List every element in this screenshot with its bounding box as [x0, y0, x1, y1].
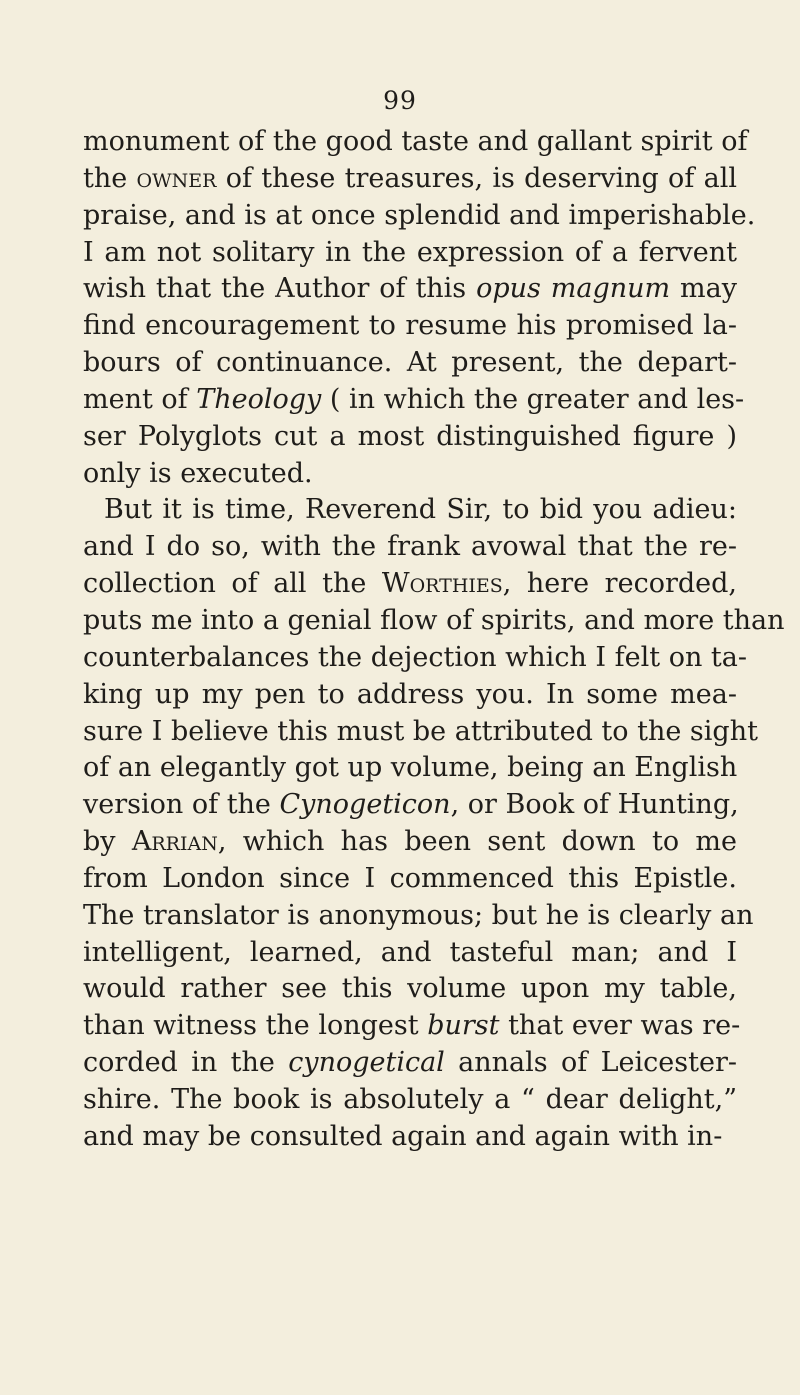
text-run: , or Book of Hunting,: [450, 789, 739, 821]
text-line: [83, 1008, 741, 1045]
text-line: [83, 271, 737, 308]
text-run: The translator is anonymous; but he is clearly an: [83, 899, 754, 931]
text-run: wish that the Author of this: [83, 273, 477, 305]
text-line: [83, 529, 737, 566]
text-run: would rather see this volume upon my table,: [83, 973, 737, 1005]
italic-phrase: opus magnum: [476, 273, 671, 305]
text-line: [83, 787, 737, 824]
text-line: [83, 824, 737, 861]
text-run: collection of all the: [83, 568, 382, 600]
text-run: from London since I commenced this Epistle.: [83, 862, 737, 894]
text-line: [83, 198, 756, 235]
text-run: find encouragement to resume his promised la-: [83, 310, 737, 342]
text-line: [83, 1045, 737, 1082]
text-run: counterbalances the dejection which I felt on ta-: [83, 641, 747, 673]
text-run: version of the: [83, 789, 280, 821]
text-run: shire. The book is absolutely a “ dear delight,”: [83, 1083, 737, 1115]
text-run: king up my pen to address you. In some mea-: [83, 678, 737, 710]
text-run: the: [83, 162, 137, 194]
small-caps-name: owner: [136, 162, 217, 194]
text-line: [83, 640, 747, 677]
text-line: [83, 308, 737, 345]
italic-phrase: burst: [427, 1010, 500, 1042]
text-line: [83, 1119, 737, 1156]
text-line: [83, 603, 785, 640]
text-run: monument of the good taste and gallant spirit of: [83, 126, 748, 157]
text-run: corded in the: [83, 1047, 289, 1079]
text-run: ser Polyglots cut a most distinguished figure ): [83, 420, 737, 452]
text-line: [83, 161, 737, 198]
text-line: [83, 345, 737, 382]
text-run: than witness the longest: [83, 1010, 428, 1042]
italic-phrase: cynogetical: [288, 1047, 445, 1079]
text-line: [83, 1082, 737, 1119]
text-run: bours of continuance. At present, the depart-: [83, 347, 737, 379]
text-run: ment of: [83, 383, 197, 415]
text-run: I am not solitary in the expression of a fervent: [83, 236, 737, 268]
text-line: [83, 235, 737, 272]
text-run: But it is time, Reverend Sir, to bid you adieu:: [104, 494, 737, 526]
text-run: sure I believe this must be attributed to the sight: [83, 715, 758, 747]
text-line: [83, 677, 737, 714]
text-line: [83, 714, 758, 751]
text-line: [83, 456, 737, 493]
body-text: [83, 124, 785, 1156]
text-run: by: [83, 826, 132, 858]
text-run: may: [670, 273, 737, 305]
text-run: , here recorded,: [502, 568, 737, 600]
text-line: [83, 566, 737, 603]
text-run: puts me into a genial flow of spirits, and more than: [83, 604, 785, 636]
text-run: of an elegantly got up volume, being an English: [83, 752, 738, 784]
text-line: [83, 492, 737, 529]
text-run: praise, and is at once splendid and imperishable.: [83, 199, 756, 231]
text-line: [83, 971, 737, 1008]
text-line: [83, 898, 754, 935]
small-caps-name: Arrian: [131, 826, 218, 858]
text-line: [83, 750, 737, 787]
text-run: and I do so, with the frank avowal that the re-: [83, 531, 737, 563]
text-line: [83, 382, 745, 419]
text-run: intelligent, learned, and tasteful man; and I: [83, 936, 737, 968]
italic-phrase: Theology: [196, 383, 322, 415]
text-run: annals of Leicester-: [444, 1047, 737, 1079]
small-caps-name: Worthies: [381, 568, 503, 600]
text-run: and may be consulted again and again with in-: [83, 1120, 723, 1152]
text-line: [83, 935, 737, 972]
text-line: [83, 861, 737, 898]
text-run: , which has been sent down to me: [217, 826, 738, 858]
text-line: [83, 419, 737, 456]
text-line: [83, 124, 748, 161]
italic-phrase: Cynogeticon: [279, 789, 451, 821]
text-run: ( in which the greater and les-: [321, 383, 745, 415]
page-number: 99: [383, 86, 417, 115]
text-run: that ever was re-: [499, 1010, 741, 1042]
text-run: only is executed.: [83, 457, 313, 489]
text-run: of these treasures, is deserving of all: [216, 162, 737, 194]
